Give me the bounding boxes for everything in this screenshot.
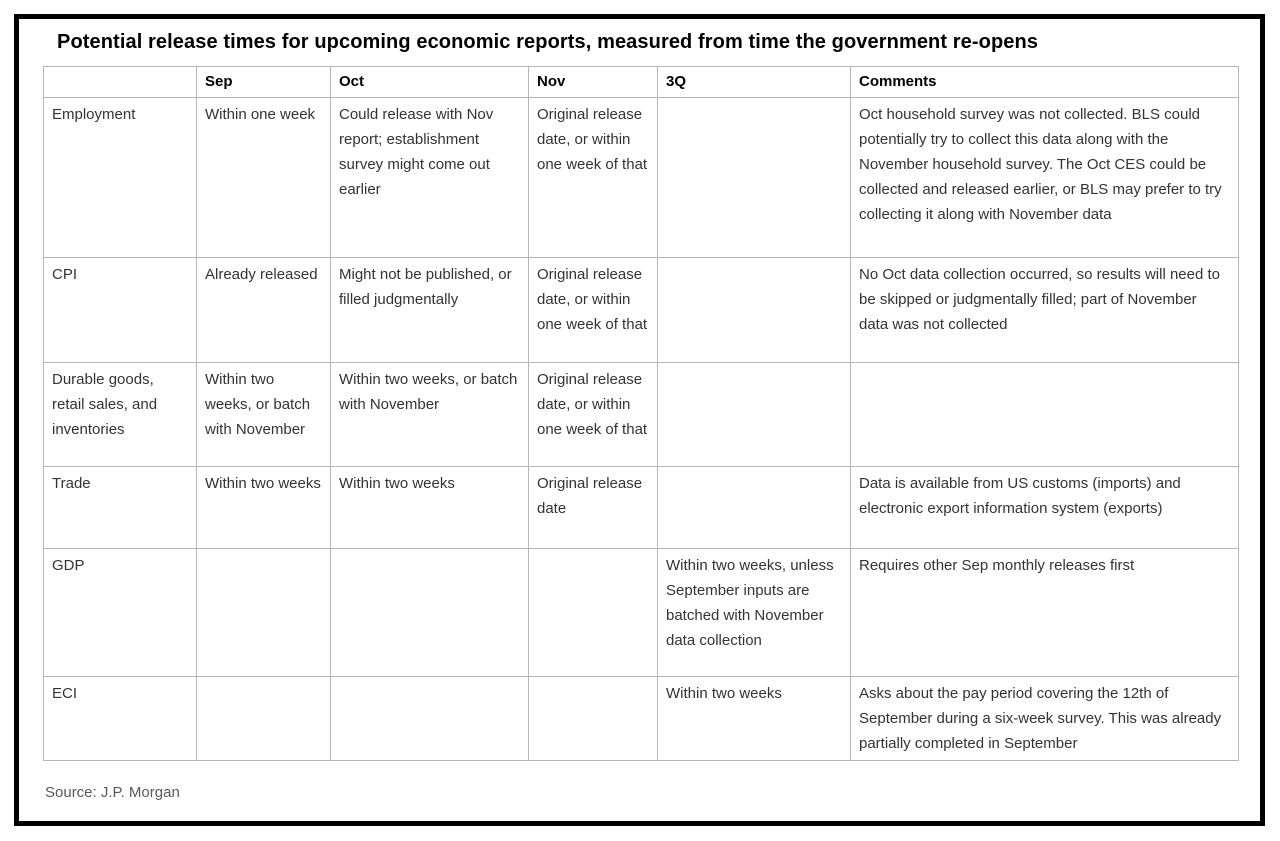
column-header-comments: Comments — [851, 67, 1239, 98]
row-label: ECI — [44, 677, 197, 761]
table-cell-comments: Oct household survey was not collected. BLS could potentially try to collect this data along with the November household survey. The Oct CES could be collected and released earlier, or BLS may prefer to try collecting it along with November data — [851, 98, 1239, 258]
table-cell-sep — [197, 549, 331, 677]
table-cell-comments: Asks about the pay period covering the 12th of September during a six-week survey. This was already partially completed in September — [851, 677, 1239, 761]
table-cell-nov: Original release date, or within one week of that — [529, 258, 658, 363]
table-cell-sep: Already released — [197, 258, 331, 363]
table-cell-comments: Requires other Sep monthly releases first — [851, 549, 1239, 677]
row-label: CPI — [44, 258, 197, 363]
table-cell-oct — [331, 677, 529, 761]
table-cell-3q — [658, 467, 851, 549]
table-row-durable-goods — [44, 363, 1239, 467]
table-cell-comments: Data is available from US customs (imports) and electronic export information system (exports) — [851, 467, 1239, 549]
table-cell-oct: Could release with Nov report; establishment survey might come out earlier — [331, 98, 529, 258]
table-cell-3q — [658, 98, 851, 258]
table-cell-nov — [529, 677, 658, 761]
table-cell-comments — [851, 363, 1239, 467]
table-row-employment — [44, 98, 1239, 258]
table-row-gdp — [44, 549, 1239, 677]
row-label: Durable goods, retail sales, and inventories — [44, 363, 197, 467]
table-cell-oct: Might not be published, or filled judgmentally — [331, 258, 529, 363]
table-row-cpi — [44, 258, 1239, 363]
header-row — [44, 67, 1239, 98]
table-cell-oct: Within two weeks — [331, 467, 529, 549]
table-cell-3q — [658, 363, 851, 467]
column-header-3q: 3Q — [658, 67, 851, 98]
column-header-sep: Sep — [197, 67, 331, 98]
row-label: Employment — [44, 98, 197, 258]
table-cell-oct: Within two weeks, or batch with November — [331, 363, 529, 467]
column-header-oct: Oct — [331, 67, 529, 98]
table-cell-3q: Within two weeks — [658, 677, 851, 761]
table-cell-comments: No Oct data collection occurred, so results will need to be skipped or judgmentally filled; part of November data was not collected — [851, 258, 1239, 363]
source-note: Source: J.P. Morgan — [45, 784, 180, 801]
table-row-trade — [44, 467, 1239, 549]
table-cell-3q — [658, 258, 851, 363]
table-cell-3q: Within two weeks, unless September inputs are batched with November data collection — [658, 549, 851, 677]
table-cell-sep: Within two weeks, or batch with November — [197, 363, 331, 467]
column-header-nov: Nov — [529, 67, 658, 98]
table-cell-nov: Original release date — [529, 467, 658, 549]
row-label: GDP — [44, 549, 197, 677]
release-times-table — [43, 66, 1239, 761]
table-cell-oct — [331, 549, 529, 677]
table-cell-sep — [197, 677, 331, 761]
table-cell-nov: Original release date, or within one week of that — [529, 363, 658, 467]
table-cell-nov — [529, 549, 658, 677]
column-header-blank — [44, 67, 197, 98]
table-cell-sep: Within one week — [197, 98, 331, 258]
table-row-eci — [44, 677, 1239, 761]
row-label: Trade — [44, 467, 197, 549]
page-title: Potential release times for upcoming economic reports, measured from time the government re-opens — [57, 31, 1039, 53]
table-cell-nov: Original release date, or within one week of that — [529, 98, 658, 258]
table-cell-sep: Within two weeks — [197, 467, 331, 549]
